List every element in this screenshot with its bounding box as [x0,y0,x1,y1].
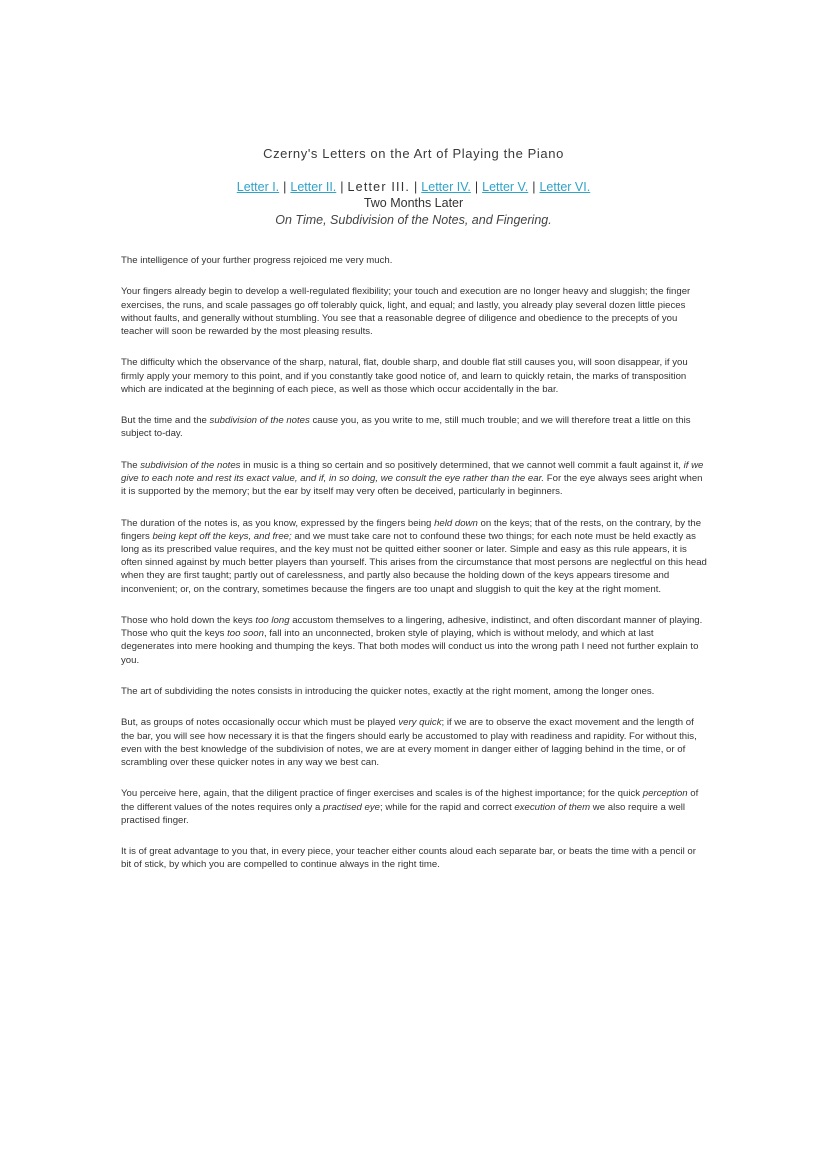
subtitle: On Time, Subdivision of the Notes, and Fingering. [275,213,552,227]
page-title: Czerny's Letters on the Art of Playing the Piano [263,146,564,161]
nav-separator: | [340,180,344,194]
nav-link-letter-5[interactable]: Letter V. [482,180,529,194]
paragraph: It is of great advantage to you that, in every piece, your teacher either counts aloud each separate bar, or beats the time with a pencil or bit of stick, by which you are compelled to continue always in the right time. [121,846,696,871]
emphasis: too soon [227,628,264,640]
emphasis: subdivision of the notes [209,415,310,427]
emphasis: if we give to each note and rest its exact value, and if, in so doing, we consult the eye rather than the ear. [121,459,704,484]
paragraph: You perceive here, again, that the diligent practice of finger exercises and scales is of the highest importance; for the quick perception of the different values of the notes requires only a practised eye; while for the rapid and correct execution of them we also require a well practised finger. [121,788,699,826]
nav-separator: | [283,180,287,194]
nav-separator: | [414,180,418,194]
emphasis: perception [642,788,688,800]
emphasis: very quick [398,717,442,729]
paragraph: The art of subdividing the notes consists in introducing the quicker notes, exactly at the right moment, among the longer ones. [121,685,655,697]
header [0,146,827,229]
paragraph: The difficulty which the observance of the sharp, natural, flat, double sharp, and double flat still causes you, will soon disappear, if you firmly apply your memory to this point, and if you constantly take good notice of, and learn to quickly retain, the marks of transposition which are indicated at the beginning of each piece, as well as those which occur accidentally in the bar. [121,357,688,395]
emphasis: subdivision of the notes [140,459,241,471]
letter-body [121,254,707,890]
emphasis: too long [255,614,290,626]
nav-link-letter-4[interactable]: Letter IV. [421,180,471,194]
paragraph: The subdivision of the notes in music is a thing so certain and so positively determined, that we cannot well commit a fault against it, if we give to each note and rest its exact value, and if, in so doing, we consult the eye rather than the ear. For the eye always sees aright when it is supported by the memory; but the ear by itself may very often be deceived, particularly in beginners. [121,459,704,498]
paragraph: But the time and the subdivision of the notes cause you, as you write to me, still much trouble; and we will therefore treat a little on this subject to-day. [121,415,691,440]
nav-separator: | [474,180,479,194]
paragraph: The duration of the notes is, as you know, expressed by the fingers being held down on the keys; that of the rests, on the contrary, by the fingers being kept off the keys, and free; and we must take care not to confound these two things; for each note must be held exactly as long as its prescribed value requires, and the key must not be quitted either sooner or later. Simple and easy as this rule appears, it is often sinned against by much better players than yourself. This arises from the circumstance that most persons are neglectful on this head when they are first taught; partly out of carelessness, and partly also because the holding down of the keys appears tiresome and inconvenient; or, on the contrary, sometimes because the fingers are too unapt and sluggish to quit the key at the right moment. [121,517,707,595]
letter-navigation [0,179,827,195]
nav-separator: | [532,180,536,194]
emphasis: being kept off the keys, and free; [152,530,292,542]
nav-link-letter-1[interactable]: Letter I. [236,180,280,194]
nav-link-letter-6[interactable]: Letter VI. [539,180,591,194]
paragraph: Your fingers already begin to develop a well-regulated flexibility; your touch and execution are no longer heavy and sluggish; the finger exercises, the runs, and scale passages go off tolerably quick, light, and equal; and lastly, you already play several dozen little pieces without faults, and generally without stumbling. You see that a reasonable degree of diligence and obedience to the precepts of you teacher will soon be rewarded by the most pleasing results. [121,286,691,337]
emphasis: practised eye [322,801,381,813]
nav-link-letter-2[interactable]: Letter II. [290,180,337,194]
subheading: Two Months Later [363,196,464,210]
emphasis: execution of them [514,801,591,813]
nav-current-letter: Letter III. [347,180,411,194]
paragraph: Those who hold down the keys too long accustom themselves to a lingering, adhesive, indistinct, and often discordant manner of playing. Those who quit the keys too soon, fall into an unconnected, broken style of playing, which is without melody, and which at last degenerates into mere hooking and thumping the keys. That both modes will conduct us into the wrong path I need not further explain to you. [121,614,703,666]
paragraph: The intelligence of your further progress rejoiced me very much. [121,255,393,266]
paragraph: But, as groups of notes occasionally occur which must be played very quick; if we are to observe the exact movement and the length of the bar, you will see how necessary it is that the fingers should early be accustomed to play with readiness and rapidity. For without this, even with the best knowledge of the subdivision of notes, we are at every moment in danger either of lagging behind in the time, or of scrambling over these quicker notes in any way we best can. [121,717,697,768]
emphasis: held down [434,517,478,529]
